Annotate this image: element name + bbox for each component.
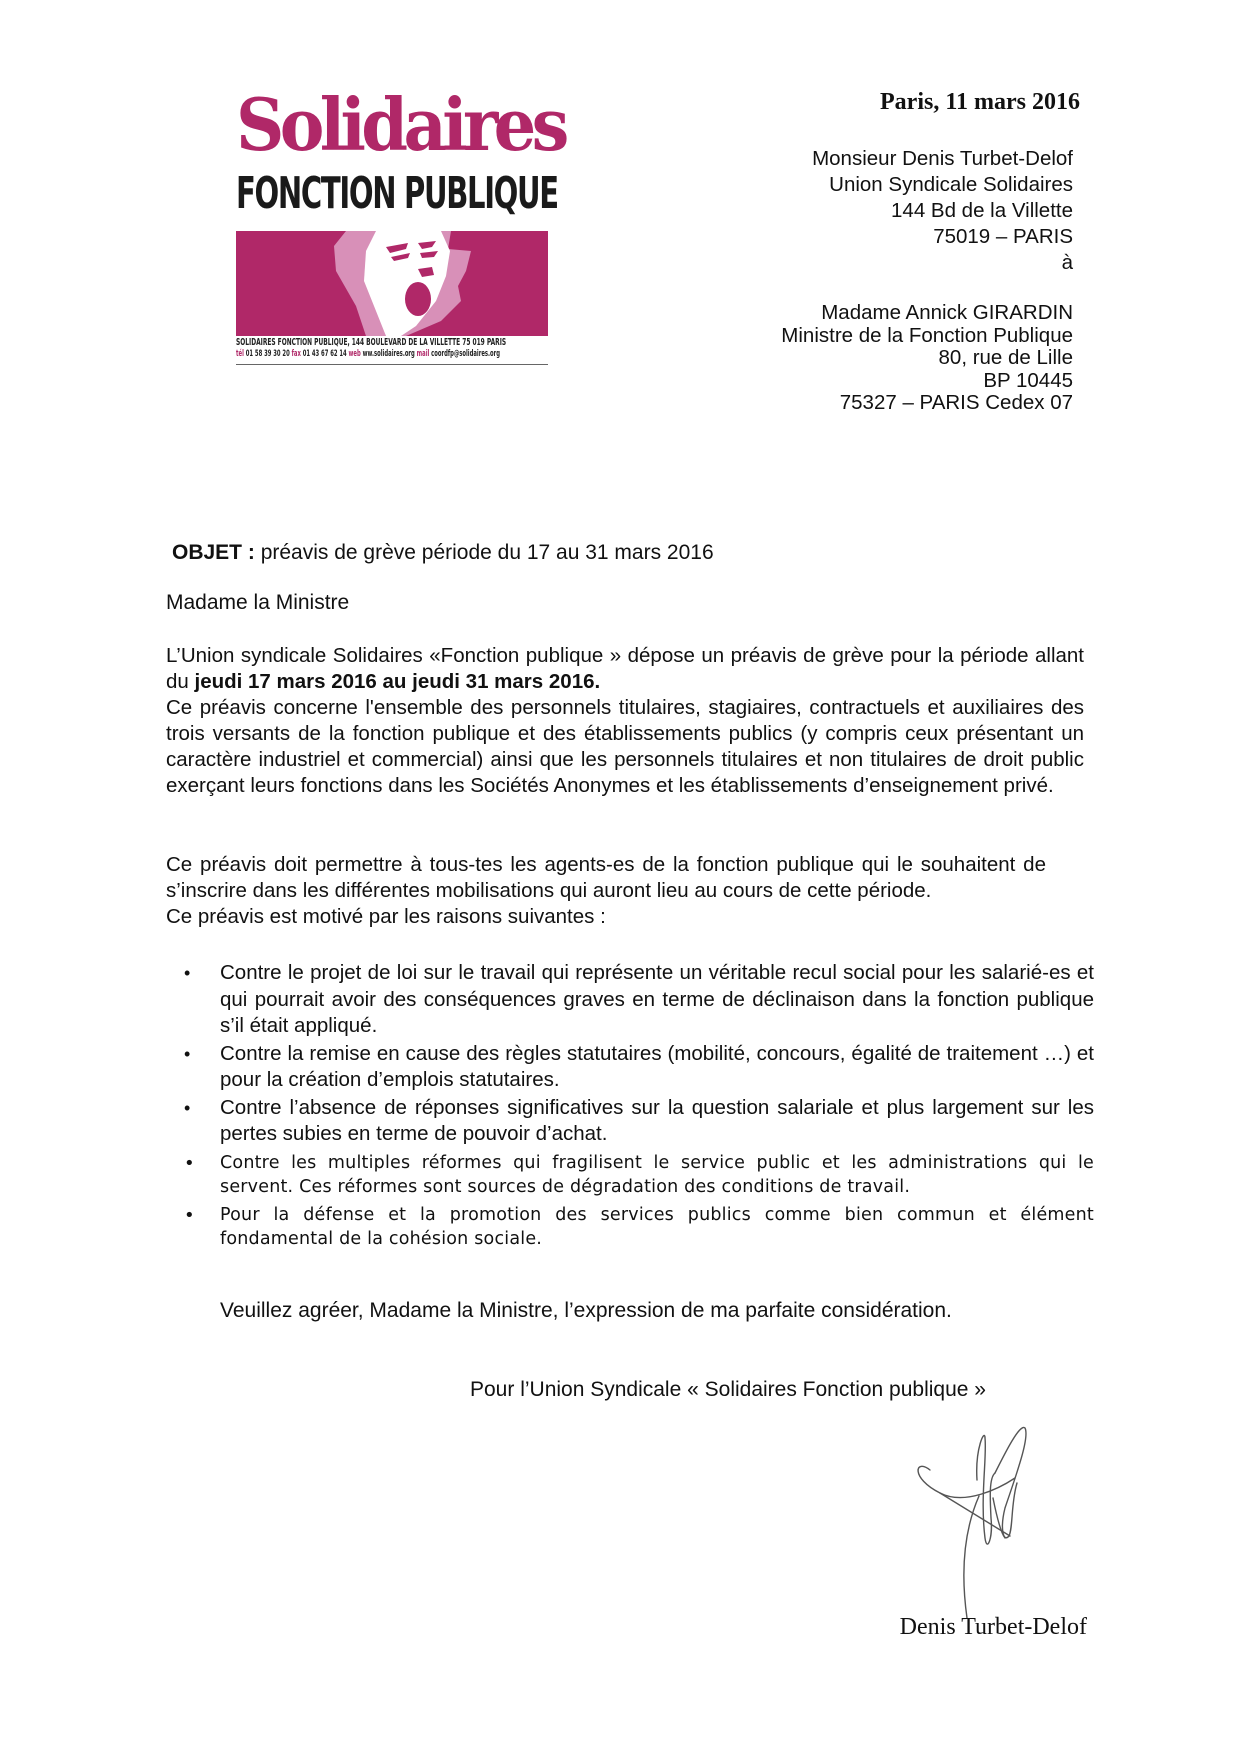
salutation: Madame la Ministre <box>166 591 350 614</box>
tel-label: tél <box>236 349 244 359</box>
sender-line: 75019 – PARIS <box>933 225 1073 248</box>
strike-period: jeudi 17 mars 2016 au jeudi 31 mars 2016. <box>194 670 601 693</box>
web-address: ww.solidaires.org <box>362 349 415 359</box>
shouting-face-icon <box>236 231 548 336</box>
sender-line: Union Syndicale Solidaires <box>829 173 1073 196</box>
sender-line: 144 Bd de la Villette <box>891 199 1073 222</box>
subject-text: préavis de grève période du 17 au 31 mars 2016 <box>260 541 714 564</box>
list-item <box>166 960 1094 1040</box>
fax-label: fax <box>291 349 301 359</box>
paragraph-strike-notice <box>166 643 1084 799</box>
recipient-line: Ministre de la Fonction Publique <box>781 323 1073 347</box>
sender-line: à <box>1061 251 1073 274</box>
handwritten-signature-icon <box>905 1418 1065 1618</box>
logo-subtitle: FONCTION PUBLIQUE <box>236 168 558 219</box>
recipient-line: Madame Annick GIRARDIN <box>821 301 1073 324</box>
closing-formula: Veuillez agréer, Madame la Ministre, l’expression de ma parfaite considération. <box>220 1299 952 1322</box>
tel-number: 01 58 39 30 20 <box>245 349 290 359</box>
reason-text: Contre la remise en cause des règles statutaires (mobilité, concours, égalité de traitement …) et pour la création d’emplois statutaires. <box>220 1041 1094 1091</box>
list-item <box>166 1151 1094 1200</box>
para2-text: Ce préavis doit permettre à tous-tes les agents-es de la fonction publique qui le souhaitent de s’inscrire dans les différentes mobilisations qui auront lieu au cours de cette période. <box>166 853 1046 902</box>
recipient-line: 75327 – PARIS Cedex 07 <box>839 391 1073 414</box>
web-label: web <box>348 349 361 359</box>
sender-address <box>812 146 1073 276</box>
letter-date: Paris, 11 mars 2016 <box>880 89 1080 115</box>
fax-number: 01 43 67 62 14 <box>302 349 347 359</box>
reason-text: Contre les multiples réformes qui fragilisent le service public et les administrations qui le servent. Ces réformes sont sources de dégradation des conditions de travail. <box>220 1152 1094 1197</box>
mail-label: mail <box>416 349 430 359</box>
signer-name: Denis Turbet-Delof <box>899 1614 1087 1640</box>
paragraph-purpose <box>166 852 1046 930</box>
bullet-icon: • <box>184 1152 195 1174</box>
reason-text: Contre l’absence de réponses significatives sur la question salariale et plus largement sur les pertes subies en terme de pouvoir d’achat. <box>220 1095 1094 1145</box>
logo-divider <box>236 364 548 365</box>
mail-address: coordfp@solidaires.org <box>431 349 501 359</box>
bullet-icon: • <box>184 1097 191 1118</box>
list-item <box>166 1203 1094 1252</box>
recipient-address <box>781 302 1073 415</box>
logo-contact-line <box>236 349 501 360</box>
subject-line <box>172 540 714 566</box>
bullet-icon: • <box>184 963 191 983</box>
logo-title: Solidaires <box>236 82 565 167</box>
sender-line: Monsieur Denis Turbet-Delof <box>812 147 1073 170</box>
bullet-icon: • <box>184 1204 195 1226</box>
bullet-icon: • <box>184 1043 191 1064</box>
list-item <box>166 1095 1094 1148</box>
reason-text: Pour la défense et la promotion des services publics comme bien commun et élément fondamental de la cohésion sociale. <box>220 1204 1094 1249</box>
reason-text: Contre le projet de loi sur le travail qui représente un véritable recul social pour les salarié-es et qui pourrait avoir des conséquences graves en terme de déclinaison dans la fonction publique s’il était appliqué. <box>220 961 1094 1037</box>
solidaires-logo <box>236 82 565 366</box>
para1-scope: Ce préavis concerne l'ensemble des personnels titulaires, stagiaires, contractuels et auxiliaires des trois versants de la fonction publique et des établissements publics (y compris ceux présentant un caractère industriel et commercial) ainsi que les personnels titulaires et non titulaires de droit public exerçant leurs fonctions dans les Sociétés Anonymes et les établissements d’enseignement privé. <box>166 696 1084 797</box>
reasons-list <box>166 960 1094 1253</box>
on-behalf-of: Pour l’Union Syndicale « Solidaires Fonction publique » <box>470 1378 986 1401</box>
reasons-intro: Ce préavis est motivé par les raisons suivantes : <box>166 905 606 928</box>
recipient-line: BP 10445 <box>983 368 1073 392</box>
list-item <box>166 1041 1094 1094</box>
recipient-line: 80, rue de Lille <box>938 346 1073 369</box>
logo-address: SOLIDAIRES FONCTION PUBLIQUE, 144 BOULEVARD DE LA VILLETTE 75 019 PARIS <box>236 337 507 348</box>
subject-label: OBJET : <box>172 541 255 564</box>
para1-intro: L’Union syndicale Solidaires «Fonction publique » dépose un préavis de grève pour la période allant du <box>166 644 1084 693</box>
